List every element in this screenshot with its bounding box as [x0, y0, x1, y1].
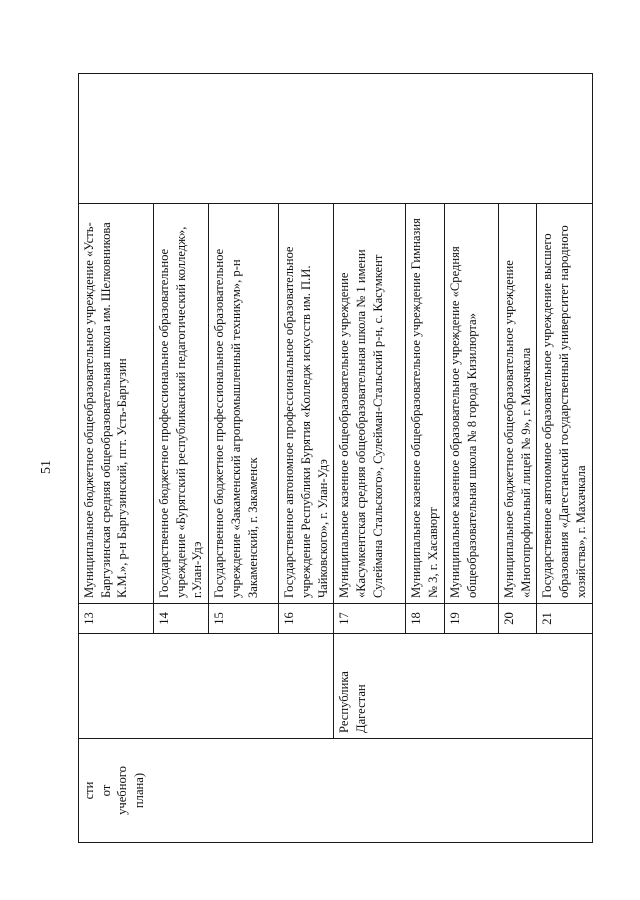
institution-name: Государственное автономное образовательное учреждение высшего образования «Дагестанский государственный университет народного хозяйства», г. Махачкала [537, 204, 592, 604]
header-cell-part [79, 739, 593, 843]
rotated-table-wrapper [78, 73, 588, 843]
table-row [79, 74, 154, 843]
page-number: 51 [39, 460, 54, 474]
institution-name: Муниципальное бюджетное общеобразовательное учреждение «Многопрофильный лицей № 9», г. Махачкала [498, 204, 536, 604]
row-number: 16 [279, 604, 334, 634]
row-number: 20 [498, 604, 536, 634]
region-cell [79, 634, 334, 739]
region-cell: Республика Дагестан [334, 634, 592, 739]
header-line: от [98, 784, 113, 797]
institutions-table [78, 73, 593, 843]
header-line: сти [82, 781, 96, 800]
institution-name: Муниципальное казенное образовательное учреждение «Средняя общеобразовательная школа № 8 города Кизилюрта» [444, 204, 498, 604]
row-number: 13 [79, 604, 154, 634]
header-line: учебного [115, 766, 130, 815]
row-number: 19 [444, 604, 498, 634]
institution-name: Муниципальное бюджетное общеобразовательное учреждение «Усть-Баргузинская средняя общеобразовательная школа им. Шелковникова К.М.», р-н Баргузинский, пгт. Усть-Баргузин [79, 204, 154, 604]
institution-name: Государственное автономное профессиональное образовательное учреждение Республики Бурятия «Колледж искусств им. П.И. Чайковского», г. Улан-Удэ [279, 204, 334, 604]
header-line: плана) [132, 772, 147, 809]
institution-name: Государственное бюджетное профессиональное образовательное учреждение «Бурятский республиканский педагогический колледж», г.Улан-Удэ [154, 204, 209, 604]
row-number: 14 [154, 604, 209, 634]
row-number: 15 [209, 604, 279, 634]
empty-column [79, 74, 593, 204]
institution-name: Муниципальное казенное общеобразовательное учреждение «Касумкентская средняя общеобразовательная школа № 1 имени Сулеймана Стальского», Сулейман-Стальский р-н, с. Касумкент [334, 204, 406, 604]
row-number: 18 [406, 604, 444, 634]
row-number: 17 [334, 604, 406, 634]
row-number: 21 [537, 604, 592, 634]
institution-name: Государственное бюджетное профессиональное образовательное учреждение «Закаменский агропромышленный техникум», р-н Закаменский, г. Закаменск [209, 204, 279, 604]
institution-name: Муниципальное казенное общеобразовательное учреждение Гимназия № 3, г. Хасавюрт [406, 204, 444, 604]
